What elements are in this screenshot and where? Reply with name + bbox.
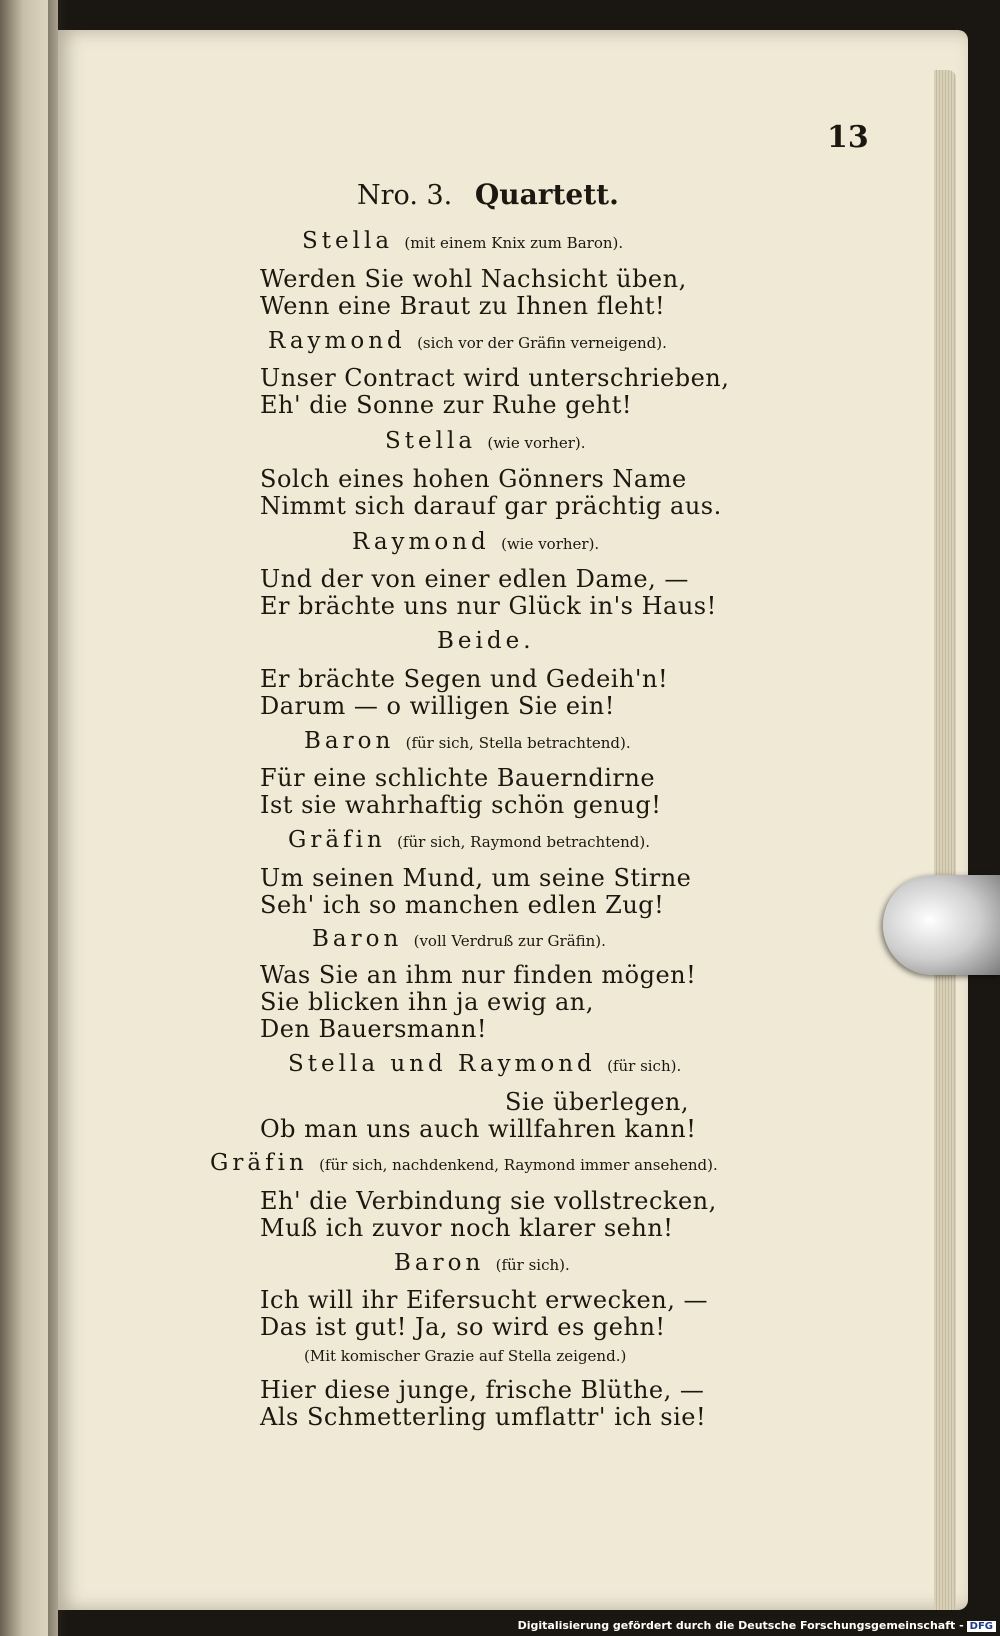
- speaker-line: [268, 328, 667, 354]
- verse-line: Ob man uns auch willfahren kann!: [260, 1115, 697, 1143]
- section-title: Quartett.: [474, 178, 619, 211]
- dfg-logo: DFG: [967, 1621, 996, 1632]
- speaker-line: [210, 1150, 718, 1176]
- verse-line: Muß ich zuvor noch klarer sehn!: [260, 1214, 674, 1242]
- speaker-name: Gräfin: [210, 1150, 308, 1176]
- stage-direction: (für sich, nachdenkend, Raymond immer ansehend).: [319, 1156, 718, 1174]
- verse-line: Ist sie wahrhaftig schön genug!: [260, 791, 662, 819]
- speaker-name: Stella: [385, 428, 477, 454]
- page-number: 13: [827, 120, 869, 155]
- verse-line: Unser Contract wird unterschrieben,: [260, 364, 730, 392]
- verse-line: Darum — o willigen Sie ein!: [260, 692, 615, 720]
- verse-line: Und der von einer edlen Dame, —: [260, 565, 689, 593]
- verse-line: Als Schmetterling umflattr' ich sie!: [260, 1403, 707, 1431]
- speaker-name: Baron: [304, 728, 395, 754]
- speaker-name: Baron: [394, 1250, 485, 1276]
- page-clip: [883, 875, 1000, 975]
- speaker-line: [312, 926, 606, 952]
- speaker-line: [288, 827, 650, 853]
- verse-line: Nimmt sich darauf gar prächtig aus.: [260, 492, 722, 520]
- verse-line: Den Bauersmann!: [260, 1015, 488, 1043]
- verse-line: Sie blicken ihn ja ewig an,: [260, 988, 594, 1016]
- section-heading: [357, 178, 619, 211]
- verse-line: Eh' die Sonne zur Ruhe geht!: [260, 391, 633, 419]
- stage-direction-line: (Mit komischer Grazie auf Stella zeigend.): [304, 1347, 627, 1365]
- speaker-name: Stella und Raymond: [288, 1051, 596, 1077]
- verse-line: Sie überlegen,: [505, 1088, 689, 1116]
- speaker-name: Beide.: [437, 628, 535, 654]
- verse-line: Wenn eine Braut zu Ihnen fleht!: [260, 292, 666, 320]
- stage-direction: (wie vorher).: [487, 434, 586, 452]
- speaker-name: Baron: [312, 926, 403, 952]
- verse-line: Werden Sie wohl Nachsicht üben,: [260, 265, 687, 293]
- verse-line: Ich will ihr Eifersucht erwecken, —: [260, 1286, 708, 1314]
- speaker-name: Raymond: [352, 529, 490, 555]
- stage-direction: (für sich, Stella betrachtend).: [405, 734, 631, 752]
- speaker-name: Raymond: [268, 328, 406, 354]
- stage-direction: (sich vor der Gräfin verneigend).: [417, 334, 667, 352]
- speaker-line: [394, 1250, 570, 1276]
- verse-line: Hier diese junge, frische Blüthe, —: [260, 1376, 705, 1404]
- verse-line: Das ist gut! Ja, so wird es gehn!: [260, 1313, 666, 1341]
- stage-direction: (voll Verdruß zur Gräfin).: [413, 932, 606, 950]
- verse-line: Er brächte Segen und Gedeih'n!: [260, 665, 669, 693]
- verse-line: Für eine schlichte Bauerndirne: [260, 764, 656, 792]
- verse-line: Um seinen Mund, um seine Stirne: [260, 864, 692, 892]
- page-fore-edge: [934, 70, 956, 1610]
- speaker-line: [437, 628, 535, 654]
- verse-line: Er brächte uns nur Glück in's Haus!: [260, 592, 717, 620]
- footer-text: Digitalisierung gefördert durch die Deutsche Forschungsgemeinschaft -: [517, 1619, 964, 1632]
- stage-direction: (wie vorher).: [501, 535, 600, 553]
- stage-direction: (mit einem Knix zum Baron).: [404, 234, 624, 252]
- digitization-footer: [518, 1619, 996, 1632]
- speaker-line: [304, 728, 631, 754]
- stage-direction: (für sich).: [607, 1057, 682, 1075]
- speaker-line: [288, 1051, 681, 1077]
- section-number: Nro. 3.: [357, 180, 453, 211]
- stage-direction: (für sich).: [495, 1256, 570, 1274]
- verse-line: Solch eines hohen Gönners Name: [260, 465, 687, 493]
- speaker-name: Stella: [302, 228, 394, 254]
- speaker-line: [385, 428, 586, 454]
- verse-line: Seh' ich so manchen edlen Zug!: [260, 891, 665, 919]
- speaker-line: [302, 228, 623, 254]
- speaker-line: [352, 529, 599, 555]
- speaker-name: Gräfin: [288, 827, 386, 853]
- verse-line: Was Sie an ihm nur finden mögen!: [260, 961, 697, 989]
- stage-direction: (für sich, Raymond betrachtend).: [397, 833, 650, 851]
- verse-line: Eh' die Verbindung sie vollstrecken,: [260, 1187, 717, 1215]
